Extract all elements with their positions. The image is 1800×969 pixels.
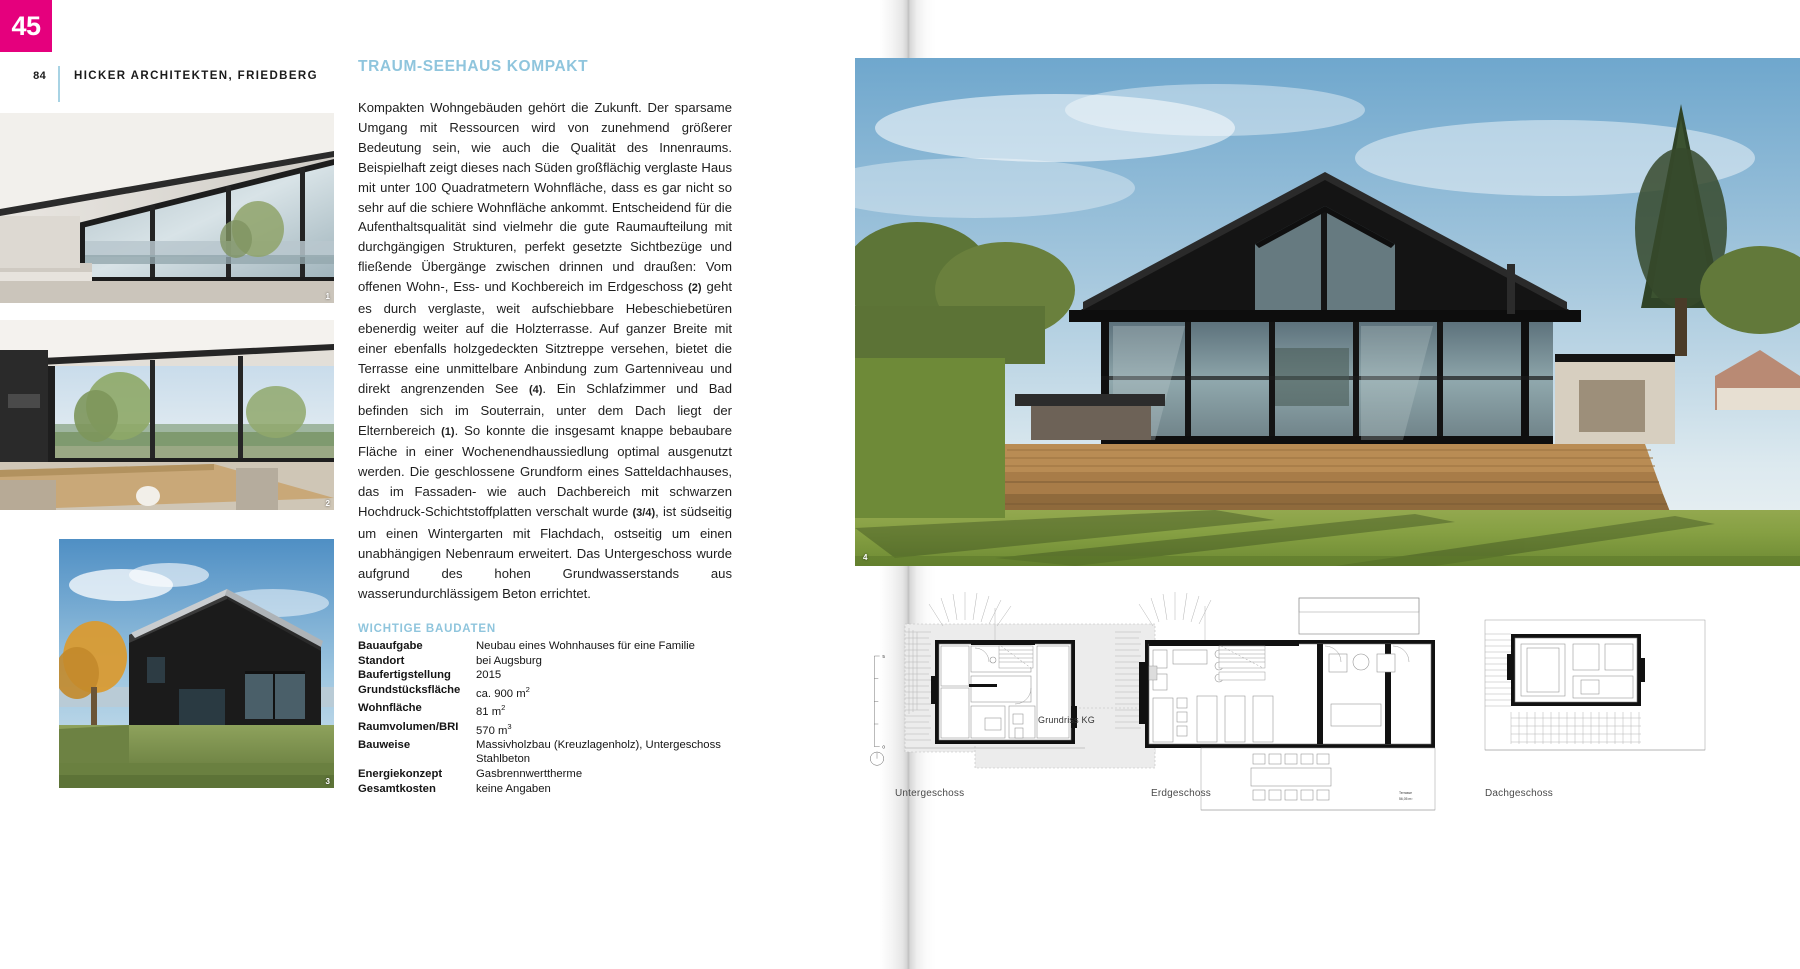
photo-caption-1: 1	[325, 292, 330, 301]
baudaten-key: Baufertigstellung	[358, 669, 451, 682]
baudaten-key: Raumvolumen/BRI	[358, 720, 459, 733]
page-folio: 84	[33, 70, 46, 82]
baudaten-value: Gasbrennwerttherme	[476, 768, 583, 781]
plan-label-erdgeschoss: Erdgeschoss	[1151, 788, 1212, 799]
baudaten-value-text: ca. 900 m	[476, 687, 526, 700]
baudaten-unit-exponent: 3	[507, 721, 512, 731]
svg-text:0: 0	[882, 744, 885, 750]
plan-inline-label-grundriss-kg: Grundriss KG	[1038, 715, 1095, 725]
baudaten-key: Standort	[358, 654, 405, 667]
body-text-5: , ist südseitig um einen Wintergarten mit Flachdach, ostseitig um einen unabhängigen Nebenraum erweitert. Das Untergeschoss wurde aufgrund des hohen Grundwasserstands aus wasserundurchlässigem Beton errichtet.	[358, 504, 732, 601]
baudaten-value	[476, 701, 732, 719]
chapter-number-tab	[0, 0, 52, 52]
photo-interior-attic	[0, 113, 334, 303]
baudaten-value: Neubau eines Wohnhauses für eine Familie	[476, 640, 695, 652]
baudaten-value	[476, 720, 732, 738]
body-text-2: geht es durch verglaste, weit aufschiebbare Hebeschiebetüren ebenerdig weiter auf die Holzterrasse. Auf ganzer Breite mit einer ebenfalls holzgedeckten Sitztreppe versehen, bietet die Terrasse eine unmittelbare Anbindung zum Gartenniveau und direkt angrenzenden See	[358, 279, 732, 396]
baudaten-row	[358, 654, 732, 669]
baudaten-value: bei Augsburg	[476, 654, 542, 667]
svg-text:56,05 m²: 56,05 m²	[1399, 797, 1413, 801]
floor-plans-row	[855, 588, 1800, 888]
baudaten-row	[358, 701, 732, 719]
baudaten-value-text: 570 m	[476, 724, 508, 737]
baudaten-row	[358, 738, 732, 767]
body-text-1: Kompakten Wohngebäuden gehört die Zukunft. Der sparsame Umgang mit Ressourcen wird von zunehmend größerer Bedeutung sein, wie auch die Qualität des Innenraums. Beispielhaft zeigt dieses nach Süden großflächig verglaste Haus mit unter 100 Quadratmetern Wohnfläche, dass es gar nicht so sehr auf die schiere Wohnfläche ankommt. Entscheidend für die Aufenthaltsqualität sind vielmehr die gute Raumaufteilung mit durchgängigen Strukturen, perfekt gesetzte Sichtbezüge und fließende Übergänge zwischen drinnen und draußen: Vom offenen Wohn-, Ess- und Kochbereich im Erdgeschoss	[358, 100, 732, 295]
figure-ref-4: (4)	[528, 383, 543, 396]
baudaten-key: Bauweise	[358, 738, 411, 751]
article-block	[358, 58, 732, 604]
baudaten-row	[358, 639, 732, 654]
running-head-rule	[58, 66, 60, 102]
article-body	[358, 98, 732, 604]
photo-exterior-south-facade	[855, 58, 1800, 566]
baudaten-key: Bauaufgabe	[358, 640, 423, 652]
baudaten-block	[358, 623, 732, 796]
baudaten-row	[358, 782, 732, 797]
baudaten-value-line2: Stahlbeton	[476, 753, 531, 766]
figure-ref-2: (2)	[688, 282, 702, 295]
baudaten-key: Energiekonzept	[358, 768, 443, 781]
plan-label-dachgeschoss: Dachgeschoss	[1485, 788, 1553, 799]
running-head	[8, 66, 318, 102]
baudaten-row	[358, 720, 732, 738]
baudaten-key: Gesamtkosten	[358, 782, 436, 795]
figure-ref-34: (3/4)	[632, 507, 656, 520]
baudaten-value	[476, 738, 732, 767]
photo-caption-3: 3	[325, 777, 330, 786]
baudaten-value: keine Angaben	[476, 782, 551, 795]
baudaten-key: Wohnfläche	[358, 702, 422, 715]
body-text-4: . So konnte die insgesamt knappe bebaubare Fläche in einer Wochenendhaussiedlung optimal ausgenutzt werden. Die geschlossene Grundform eines Satteldachhauses, das im Fassaden- wie auch Dachbereich mit schwarzen Hochdruck-Schichtstoffplatten verschalt wurde	[358, 422, 732, 520]
baudaten-row	[358, 683, 732, 701]
baudaten-key: Grundstücksfläche	[358, 683, 461, 696]
baudaten-value: 2015	[476, 669, 502, 682]
plan-dachgeschoss	[1465, 588, 1765, 848]
baudaten-row	[358, 767, 732, 782]
photo-exterior-black-house	[59, 539, 334, 788]
baudaten-value-text: 81 m	[476, 705, 502, 718]
baudaten-title: WICHTIGE BAUDATEN	[358, 623, 496, 635]
plan-erdgeschoss	[1093, 588, 1493, 848]
body-text-3: . Ein Schlafzimmer und Bad befinden sich im Souterrain, unter dem Dach liegt der Elternbereich	[358, 380, 732, 438]
baudaten-value	[476, 683, 732, 701]
right-page	[863, 0, 1800, 969]
plan-label-untergeschoss: Untergeschoss	[895, 788, 965, 799]
svg-text:5: 5	[882, 654, 885, 659]
article-title: TRAUM-SEEHAUS KOMPAKT	[358, 58, 589, 75]
chapter-number: 45	[11, 10, 41, 41]
photo-caption-4: 4	[863, 553, 868, 562]
baudaten-unit-exponent: 2	[501, 703, 506, 713]
photo-caption-2: 2	[325, 499, 330, 508]
figure-ref-1: (1)	[441, 425, 455, 438]
running-head-title: HICKER ARCHITEKTEN, FRIEDBERG	[74, 70, 318, 82]
baudaten-row	[358, 668, 732, 683]
baudaten-value-line1: Massivholzbau (Kreuzlagenholz), Untergeschoss	[476, 738, 721, 751]
svg-text:Terrasse: Terrasse	[1399, 791, 1413, 795]
baudaten-unit-exponent: 2	[525, 684, 530, 694]
photo-living-dining	[0, 320, 334, 510]
